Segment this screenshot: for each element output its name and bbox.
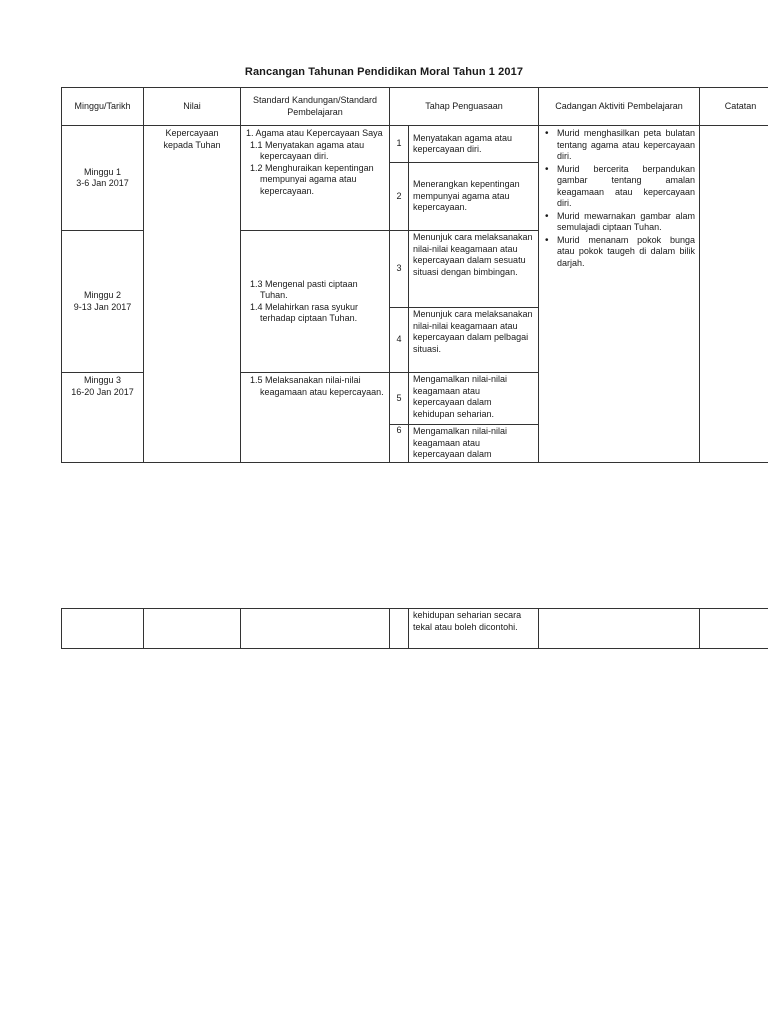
tahap-text: Menyatakan agama atau kepercayaan diri. bbox=[409, 126, 539, 163]
list-item: • Murid menghasilkan peta bulatan tentang agama atau kepercayaan diri. bbox=[557, 128, 695, 163]
standard-cell bbox=[241, 373, 390, 463]
tahap-text: Mengamalkan nilai-nilai keagamaan atau kepercayaan dalam kehidupan seharian. bbox=[409, 373, 539, 425]
tahap-text: Mengamalkan nilai-nilai keagamaan atau kepercayaan dalam bbox=[409, 425, 539, 463]
standard-item: 1.4 Melahirkan rasa syukur terhadap ciptaan Tuhan. bbox=[250, 301, 359, 323]
nilai-cell: Kepercayaan kepada Tuhan bbox=[144, 126, 241, 463]
empty-cell bbox=[241, 609, 390, 649]
page-title: Rancangan Tahunan Pendidikan Moral Tahun 1 2017 bbox=[244, 66, 524, 78]
week-cell bbox=[62, 373, 144, 463]
header-catatan: Catatan bbox=[700, 88, 768, 126]
tahap-text: Menunjuk cara melaksanakan nilai-nilai keagamaan atau kepercayaan dalam pelbagai situasi. bbox=[409, 308, 539, 373]
standard-cell bbox=[241, 231, 390, 373]
tahap-text: Menerangkan kepentingan mempunyai agama atau kepercayaan. bbox=[409, 163, 539, 231]
tahap-text-continued: kehidupan seharian secara tekal atau boleh dicontohi. bbox=[409, 609, 539, 649]
week-cell bbox=[62, 126, 144, 231]
week-date: 3-6 Jan 2017 bbox=[76, 178, 129, 188]
standard-cell bbox=[241, 126, 390, 231]
week-label: Minggu 3 bbox=[83, 375, 122, 385]
week-date: 9-13 Jan 2017 bbox=[73, 301, 132, 312]
header-minggu: Minggu/Tarikh bbox=[62, 88, 144, 126]
empty-cell bbox=[144, 609, 241, 649]
header-row bbox=[62, 88, 768, 126]
tahap-text: Menunjuk cara melaksanakan nilai-nilai keagamaan atau kepercayaan dalam sesuatu situasi dengan bimbingan. bbox=[409, 231, 539, 308]
yearly-plan-table bbox=[61, 87, 768, 463]
header-cadangan: Cadangan Aktiviti Pembelajaran bbox=[539, 88, 700, 126]
list-item: • Murid mewarnakan gambar alam semulajadi ciptaan Tuhan. bbox=[557, 211, 695, 234]
empty-cell bbox=[390, 609, 409, 649]
catatan-cell bbox=[700, 126, 768, 463]
week-date: 16-20 Jan 2017 bbox=[71, 386, 134, 397]
empty-cell bbox=[700, 609, 768, 649]
header-nilai: Nilai bbox=[144, 88, 241, 126]
tahap-number: 2 bbox=[390, 163, 409, 231]
tahap-number: 4 bbox=[390, 308, 409, 373]
standard-item: 1.5 Melaksanakan nilai-nilai keagamaan atau kepercayaan. bbox=[250, 375, 384, 397]
table-row bbox=[62, 126, 768, 163]
standard-title: 1. Agama atau Kepercayaan Saya bbox=[246, 128, 383, 138]
aktiviti-cell bbox=[539, 126, 700, 463]
header-tahap: Tahap Penguasaan bbox=[390, 88, 539, 126]
standard-item: 1.3 Mengenal pasti ciptaan Tuhan. bbox=[250, 278, 358, 300]
tahap-number: 6 bbox=[390, 425, 409, 463]
list-item: • Murid menanam pokok bunga atau pokok taugeh di dalam bilik darjah. bbox=[557, 235, 695, 270]
header-standard: Standard Kandungan/Standard Pembelajaran bbox=[241, 88, 390, 126]
table-row bbox=[62, 609, 768, 649]
standard-item: 1.1 Menyatakan agama atau kepercayaan diri. bbox=[250, 139, 365, 161]
standard-item: 1.2 Menghuraikan kepentingan mempunyai agama atau kepercayaan. bbox=[250, 162, 374, 196]
aktiviti-list bbox=[543, 128, 695, 269]
tahap-number: 3 bbox=[390, 231, 409, 308]
tahap-number: 5 bbox=[390, 373, 409, 425]
week-label: Minggu 2 bbox=[83, 290, 122, 300]
week-label: Minggu 1 bbox=[83, 166, 122, 177]
empty-cell bbox=[539, 609, 700, 649]
list-item: • Murid bercerita berpandukan gambar tentang amalan keagamaan atau kepercayaan diri. bbox=[557, 164, 695, 210]
empty-cell bbox=[62, 609, 144, 649]
week-cell bbox=[62, 231, 144, 373]
tahap-number: 1 bbox=[390, 126, 409, 163]
yearly-plan-table-continued bbox=[61, 608, 768, 649]
